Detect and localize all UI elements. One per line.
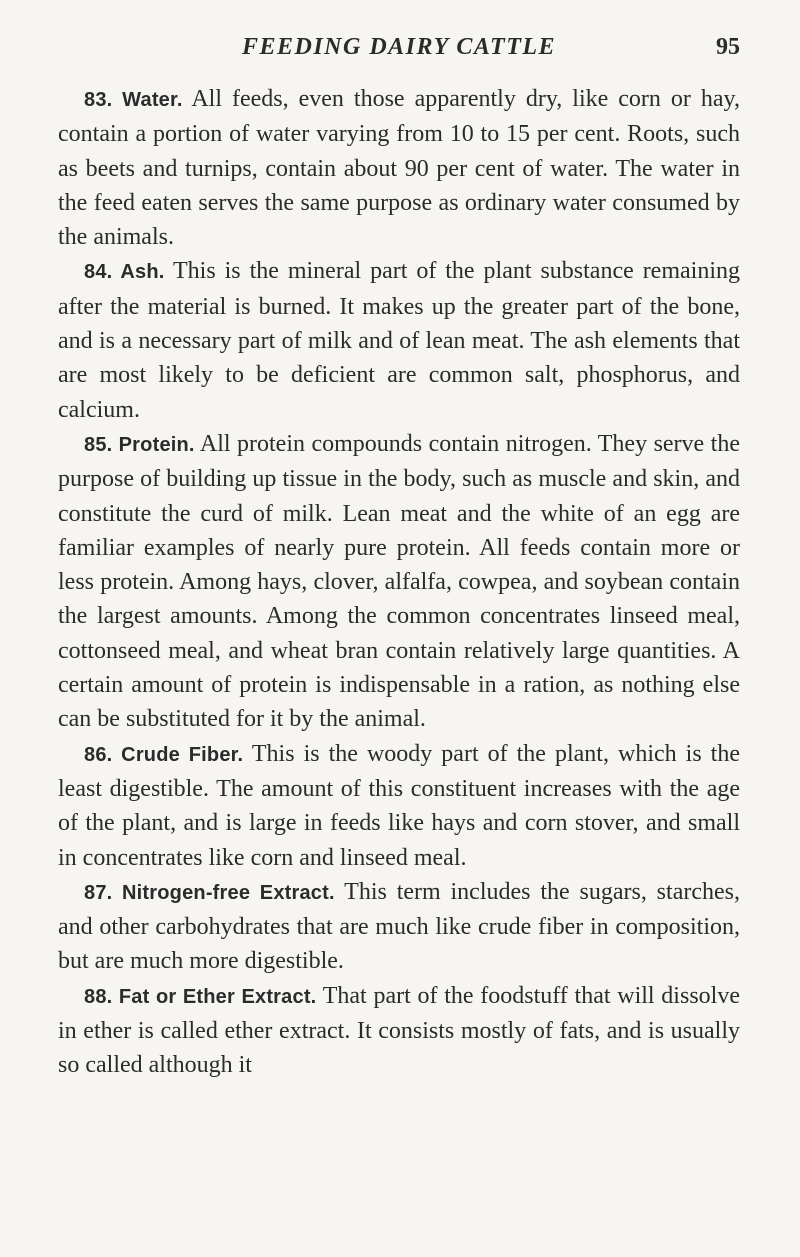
running-title: FEEDING DAIRY CATTLE bbox=[241, 34, 557, 60]
body-text bbox=[58, 82, 740, 1083]
book-page bbox=[58, 34, 740, 1083]
paragraph-text: This is the woody part of the plant, which is the least digestible. The amount of this constituent increases with the age of the plant, and is large in feeds like hays and corn stover, and small in concentrates like corn and linseed meal. bbox=[58, 740, 741, 871]
paragraph-crude-fiber bbox=[58, 737, 740, 875]
paragraph-heading: 85. Protein. bbox=[84, 433, 195, 456]
paragraph-text: All feeds, even those apparently dry, like corn or hay, contain a portion of water varying from 10 to 15 per cent. Roots, such as beets and turnips, contain about 90 per cent of water. The water in the feed eaten serves the same purpose as ordinary water consumed by the animals. bbox=[58, 86, 740, 251]
paragraph-heading: 87. Nitrogen-free Extract. bbox=[84, 881, 335, 904]
paragraph-text: This is the mineral part of the plant substance remaining after the material is burned. It makes up the greater part of the bone, and is a necessary part of milk and of lean meat. The ash elements that are most likely to be deficient are common salt, phosphorus, and calcium. bbox=[58, 258, 740, 423]
paragraph-ash bbox=[58, 254, 740, 426]
paragraph-heading: 83. Water. bbox=[84, 89, 183, 111]
paragraph-text: All protein compounds contain nitrogen. They serve the purpose of building up tissue in the body, such as muscle and skin, and constitute the curd of milk. Lean meat and the white of an egg are familiar examples of nearly pure protein. All feeds contain more or less protein. Among hays, clover, alfalfa, cowpea, and soybean contain the largest amounts. Among the common concentrates linseed meal, cottonseed meal, and wheat bran contain relatively large quantities. A certain amount of protein is indispensable in a ration, as nothing else can be substituted for it by the animal. bbox=[58, 430, 741, 733]
paragraph-water bbox=[58, 82, 740, 254]
paragraph-nitrogen-free-extract bbox=[58, 875, 740, 979]
paragraph-fat-ether-extract bbox=[58, 979, 740, 1083]
running-head bbox=[58, 34, 740, 74]
paragraph-text: That part of the foodstuff that will dissolve in ether is called ether extract. It consists mostly of fats, and is usually so called although it bbox=[58, 982, 740, 1079]
page-number: 95 bbox=[716, 34, 740, 60]
paragraph-text: This term includes the sugars, starches, and other carbohydrates that are much like crude fiber in composition, but are much more digestible. bbox=[58, 878, 740, 975]
paragraph-heading: 86. Crude Fiber. bbox=[84, 743, 244, 766]
paragraph-heading: 88. Fat or Ether Extract. bbox=[84, 985, 317, 1008]
paragraph-protein bbox=[58, 427, 740, 737]
paragraph-heading: 84. Ash. bbox=[84, 261, 165, 284]
